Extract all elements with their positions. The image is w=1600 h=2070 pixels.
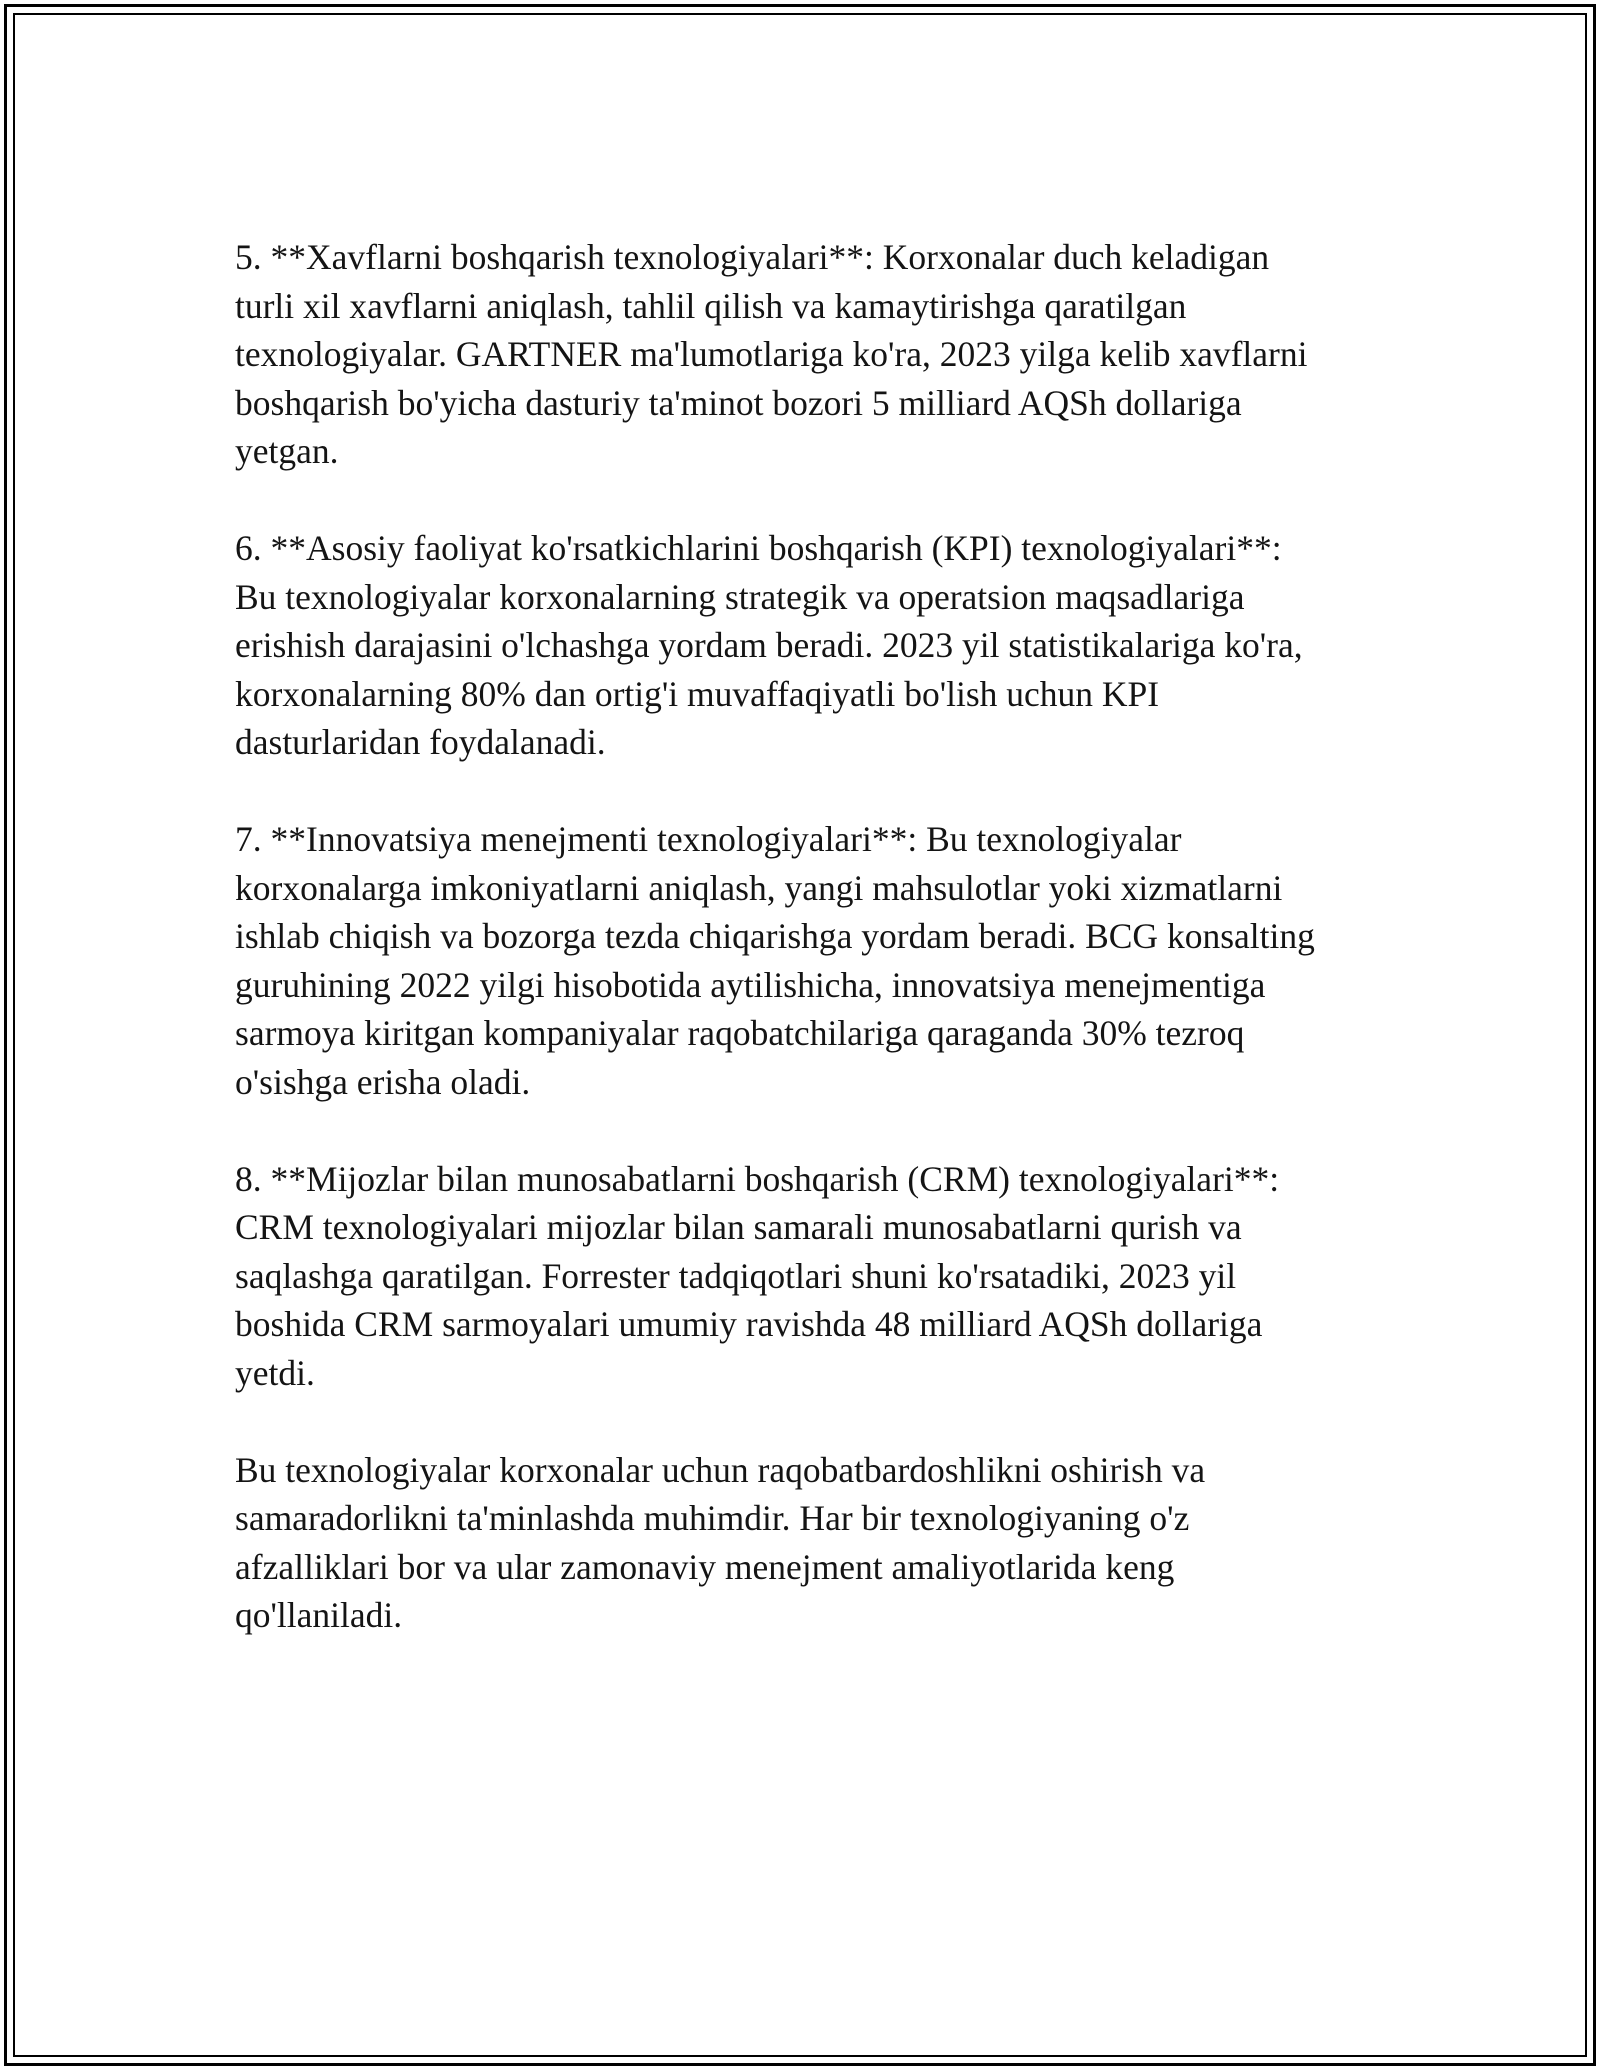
text-line: ishlab chiqish va bozorga tezda chiqarishga yordam beradi. BCG konsalting (235, 916, 1315, 956)
text-line: Bu texnologiyalar korxonalarning strategik va operatsion maqsadlariga (235, 576, 1245, 617)
text-line: qo'llaniladi. (235, 1595, 403, 1635)
paragraph-risk-management (235, 233, 1375, 476)
text-line: korxonalarning 80% dan ortig'i muvaffaqiyatli bo'lish uchun KPI (235, 673, 1160, 714)
text-line: guruhining 2022 yilgi hisobotida aytilishicha, innovatsiya menejmentiga (235, 964, 1266, 1005)
paragraph-crm (235, 1155, 1375, 1398)
text-line: sarmoya kiritgan kompaniyalar raqobatchilariga qaraganda 30% tezroq (235, 1013, 1245, 1053)
paragraph-kpi (235, 524, 1375, 767)
text-line: o'sishga erisha oladi. (235, 1061, 531, 1102)
text-line: samaradorlikni ta'minlashda muhimdir. Har bir texnologiyaning o'z (235, 1498, 1190, 1538)
text-line: afzalliklari bor va ular zamonaviy menejment amaliyotlarida keng (235, 1546, 1175, 1587)
document-body (235, 233, 1375, 1688)
text-line: texnologiyalar. GARTNER ma'lumotlariga ko'ra, 2023 yilga kelib xavflarni (235, 334, 1308, 374)
paragraph-conclusion (235, 1446, 1375, 1640)
text-line: 6. **Asosiy faoliyat ko'rsatkichlarini boshqarish (KPI) texnologiyalari**: (235, 528, 1282, 568)
paragraph-innovation-management (235, 815, 1375, 1106)
text-line: dasturlaridan foydalanadi. (235, 722, 606, 762)
text-line: 5. **Xavflarni boshqarish texnologiyalari**: Korxonalar duch keladigan (235, 237, 1270, 277)
text-line: 8. **Mijozlar bilan munosabatlarni boshqarish (CRM) texnologiyalari**: (235, 1158, 1280, 1199)
text-line: Bu texnologiyalar korxonalar uchun raqobatbardoshlikni oshirish va (235, 1449, 1206, 1490)
text-line: erishish darajasini o'lchashga yordam beradi. 2023 yil statistikalariga ko'ra, (235, 625, 1303, 665)
text-line: saqlashga qaratilgan. Forrester tadqiqotlari shuni ko'rsatadiki, 2023 yil (235, 1255, 1237, 1296)
text-line: turli xil xavflarni aniqlash, tahlil qilish va kamaytirishga qaratilgan (235, 285, 1187, 326)
text-line: CRM texnologiyalari mijozlar bilan samarali munosabatlarni qurish va (235, 1207, 1242, 1247)
text-line: yetdi. (235, 1352, 315, 1393)
text-line: boshqarish bo'yicha dasturiy ta'minot bozori 5 milliard AQSh dollariga (235, 382, 1242, 423)
text-line: boshida CRM sarmoyalari umumiy ravishda 48 milliard AQSh dollariga (235, 1304, 1263, 1344)
text-line: yetgan. (235, 431, 339, 471)
text-line: 7. **Innovatsiya menejmenti texnologiyalari**: Bu texnologiyalar (235, 819, 1182, 859)
text-line: korxonalarga imkoniyatlarni aniqlash, yangi mahsulotlar yoki xizmatlarni (235, 867, 1283, 908)
